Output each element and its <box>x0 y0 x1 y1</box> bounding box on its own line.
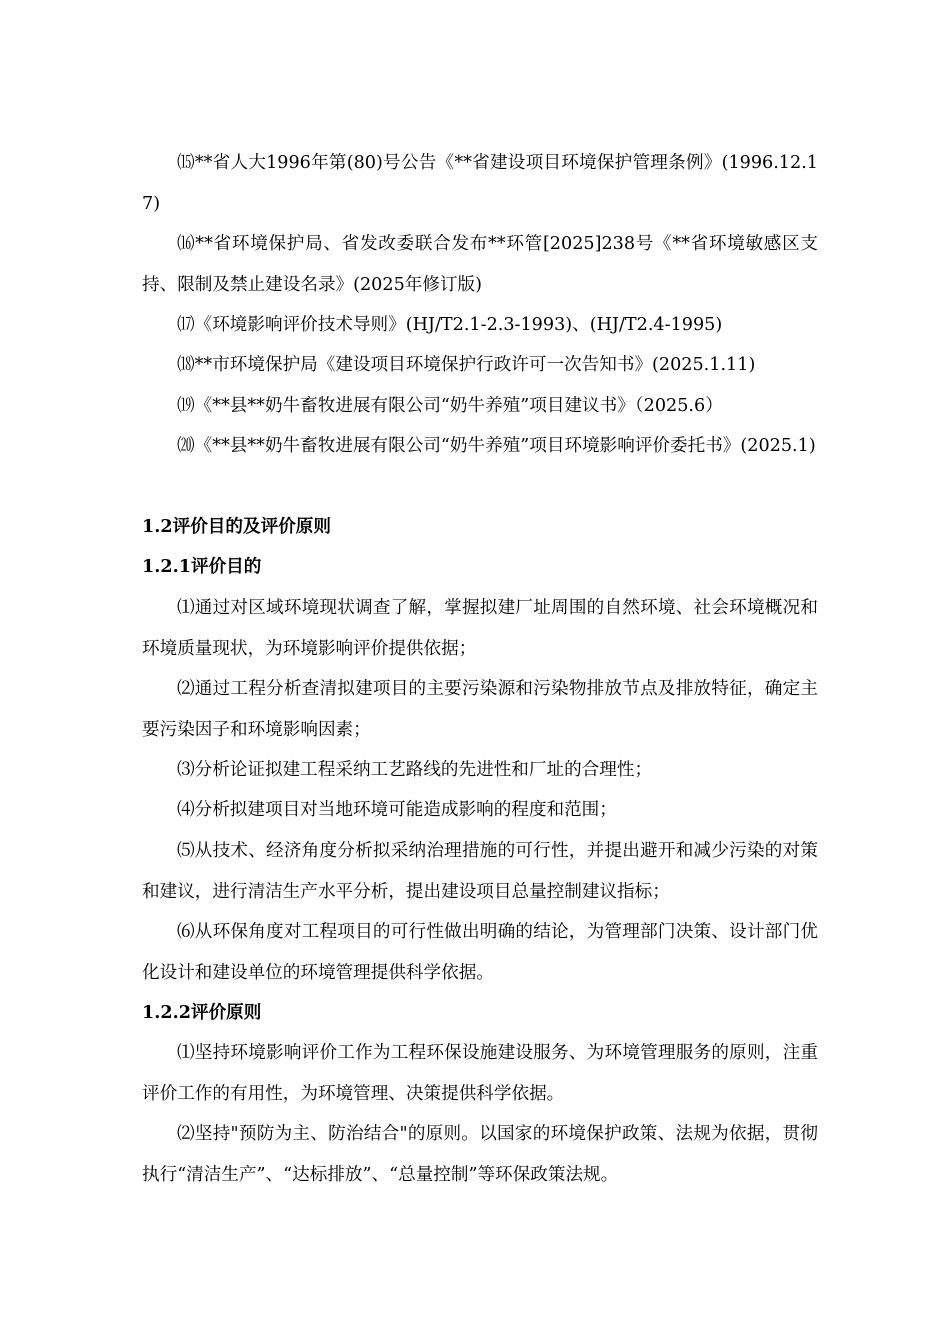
purpose-3: ⑶分析论证拟建工程采纳工艺路线的先进性和厂址的合理性； <box>177 760 653 780</box>
reference-18: ⒅**市环境保护局《建设项目环境保护行政许可一次告知书》(2025.1.11) <box>177 355 756 375</box>
reference-15: ⒂**省人大1996年第(80)号公告《**省建设项目环境保护管理条例》(1996.12.17) <box>142 153 818 214</box>
purpose-2: ⑵通过工程分析查清拟建项目的主要污染源和污染物排放节点及排放特征，确定主要污染因子和环境影响因素； <box>142 679 818 740</box>
purpose-5: ⑸从技术、经济角度分析拟采纳治理措施的可行性，并提出避开和减少污染的对策和建议，进行清洁生产水平分析，提出建设项目总量控制建议指标； <box>142 841 818 902</box>
purpose-1: ⑴通过对区域环境现状调查了解，掌握拟建厂址周围的自然环境、社会环境概况和环境质量现状，为环境影响评价提供依据； <box>142 598 818 659</box>
section-1-2-2-title: 1.2.2评价原则 <box>142 1002 262 1023</box>
reference-17: ⒄《环境影响评价技术导则》(HJ/T2.1-2.3-1993)、(HJ/T2.4-1995) <box>177 315 723 335</box>
purpose-4: ⑷分析拟建项目对当地环境可能造成影响的程度和范围； <box>177 800 617 820</box>
section-1-2-1-title: 1.2.1评价目的 <box>142 556 262 577</box>
reference-16: ⒃**省环境保护局、省发改委联合发布**环管[2025]238号《**省环境敏感区支持、限制及禁止建设名录》(2025年修订版) <box>142 234 818 295</box>
reference-20: ⒇《**县**奶牛畜牧进展有限公司“奶牛养殖”项目环境影响评价委托书》(2025.1) <box>177 436 816 456</box>
purpose-6: ⑹从环保角度对工程项目的可行性做出明确的结论，为管理部门决策、设计部门优化设计和建设单位的环境管理提供科学依据。 <box>142 922 818 983</box>
section-1-2-title: 1.2评价目的及评价原则 <box>142 516 331 537</box>
reference-19: ⒆《**县**奶牛畜牧进展有限公司“奶牛养殖”项目建议书》（2025.6） <box>177 396 723 416</box>
principle-1: ⑴坚持环境影响评价工作为工程环保设施建设服务、为环境管理服务的原则，注重评价工作的有用性，为环境管理、决策提供科学依据。 <box>142 1043 818 1104</box>
principle-2: ⑵坚持"预防为主、防治结合"的原则。以国家的环境保护政策、法规为依据，贯彻执行“清洁生产”、“达标排放”、“总量控制”等环保政策法规。 <box>142 1124 818 1185</box>
